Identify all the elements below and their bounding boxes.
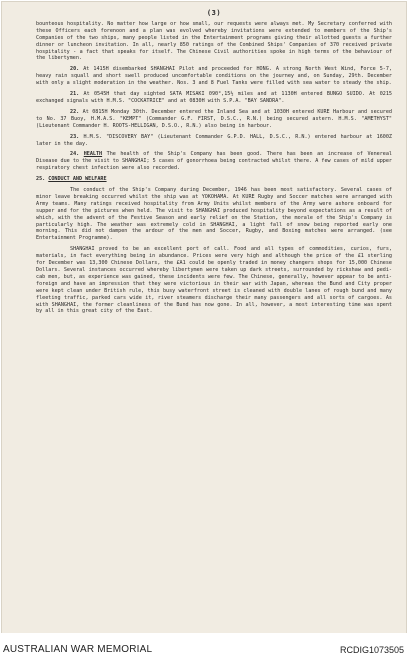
paragraph-number: 23. (70, 133, 80, 140)
archive-footer (0, 633, 410, 666)
document-body (36, 10, 392, 633)
paragraph-20 (36, 66, 392, 87)
record-id: RCDIG1073505 (339, 645, 404, 655)
section-heading: CONDUCT AND WELFARE (48, 176, 107, 183)
paragraph-24 (36, 151, 392, 172)
paragraph-text: The health of the Ship's Company has been good. There has been an increase of Venereal Disease due to the visit to SHANGHAI; 5 cases of gonorrhoea being contracted whilst there. A few cases of mild upper respiratory chest infection were also recorded. (36, 151, 392, 172)
paragraph-text: SHANGHAI proved to be an excellent port of call. Food and all types of commodities, curios, furs, materials, in fact everything being in abundance. Prices were very high and although the price of the £1 sterling for December was 13,300 Chinese Dollars, the £A1 could be openly traded in money changers shops for 15,000 Chinese Dollars. Several instances occurred whereby libertymen were taken up dark streets, surrounded by rickshaw and pedi-cab men, but, as experience was gained, these incidents were few. The Chinese, generally, however appear to be anti-foreign and have an impression that they were victorious in their war with Japan, whereas the Bund and City proper were kept clean under British rule, this busy waterfront street is cleaned with double lanes of rough bund and many fleeting traffic, parked cars wide it, river steamers discharge their many passengers and all sorts of cargoes. As with SHANGHAI, the former cleanliness of the Bund has now gone. In all, however, a most interesting time was spent by all in this great city of the East. (36, 246, 392, 315)
paragraph-22 (36, 109, 392, 130)
paragraph-25 (36, 187, 392, 242)
archive-name: AUSTRALIAN WAR MEMORIAL (3, 644, 153, 655)
paragraph-continued (36, 21, 392, 62)
paragraph-number: 24. (70, 151, 80, 158)
paragraph-text: H.M.S. "DISCOVERY BAY" (Lieutenant Commander G.P.D. HALL, D.S.C., R.N.) entered harbour at 1600Z later in the day. (36, 133, 392, 147)
paragraph-number: 21. (70, 91, 80, 98)
paragraph-23 (36, 134, 392, 148)
paragraph-text: bounteous hospitality. No matter how large or how small, our requests were always met. My Secretary conferred with these Officers each forenoon and a plan was evolved whereby invitations were extended to members of the Ship's Companies of the two ships, many people listed in the Entertainment programs giving their allotted guests a further dinner or luncheon invitation. In all, nearly 850 ratings of the Combined Ships' Companies of 370 received private hospitality - a fact that speaks for itself. The Chinese Civil authorities spoke in high terms of the behaviour of the libertymen. (36, 20, 392, 62)
section-heading: HEALTH (83, 151, 103, 158)
paragraph-text: At 0815H Monday 30th. December entered the Inland Sea and at 1030H entered KURE Harbour and secured to No. 37 Buoy, H.M.A.S. "KEMPT" (Commander G.F. FIRST, D.S.C., R.N.) being secured astern. H.M.S. "AMETHYST" (Lieutenant Commander H. ROOTS-HELLIGAN, D.S.O., R.N.) also being in harbour. (36, 108, 392, 129)
paragraph-21 (36, 91, 392, 105)
paragraph-text: The conduct of the Ship's Company during December, 1946 has been most satisfactory. Several cases of minor leave breaking occurred whilst the ship was at YOKOHAMA. At KURE Rugby and Soccer matches were arranged with Army teams. Many ratings received hospitality from Army Units whilst members of the Army were ashore onboard for supper and for the pictures when held. The visit to SHANGHAI produced hospitality beyond expectations as a result of which, with the advent of the Festive Season and early relief on the Station, the morale of the Ship's Company is particularly high. The weather was extremely cold in SHANGHAI, a light fall of snow being reported early one morning. This did not dampen the ardour of the men and Soccer, Rugby, and Boxing matches were arranged. (see Entertainment Programme). (36, 187, 392, 242)
paragraph-number: 25. (36, 176, 46, 183)
paragraph-text: At 1415H disembarked SHANGHAI Pilot and proceeded for HONG. A strong North West Wind, Force 5-7, heavy rain squall and short swell produced uncomfortable conditions on the journey and, on Sunday, 29th. December with only a slight moderation in the weather. Nos. 3 and 8 Fuel Tanks were filled with sea water to steady the ship. (36, 66, 392, 87)
paragraph-26 (36, 246, 392, 315)
paragraph-25-heading (36, 176, 392, 183)
document-page (2, 2, 406, 633)
page-number: (3) (206, 9, 222, 17)
paragraph-text: At 0545H that day sighted SATA MISAKI 090°,15½ miles and at 1130H entered BUNGO SUIDO. At 0215 exchanged signals with H.M.S. "COCKATRICE" and at 0830H with S.P.A. "BAY SANDRA". (36, 91, 392, 104)
paragraph-number: 22. (70, 108, 80, 115)
paragraph-number: 20. (70, 66, 80, 73)
